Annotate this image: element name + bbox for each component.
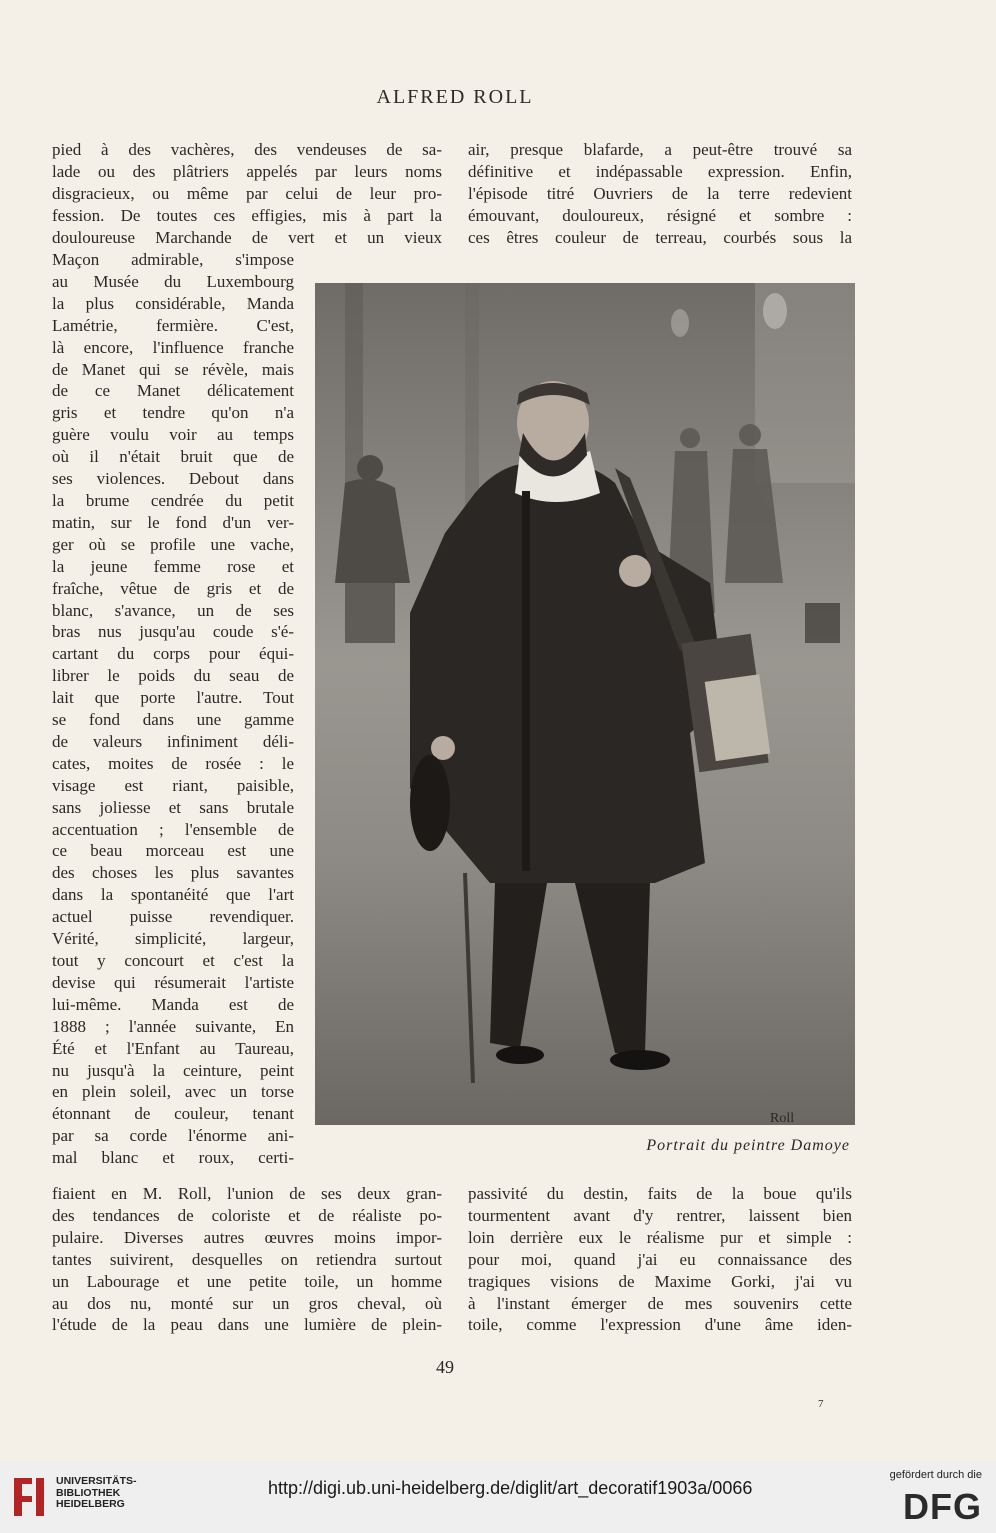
- text-line: des choses les plus savantes: [52, 863, 294, 883]
- right-column-bottom: [468, 1183, 852, 1336]
- text-line: tourmentent avant d'y rentrer, laissent bien: [468, 1205, 852, 1225]
- left-column-narrow: [52, 249, 294, 1169]
- text-line: au Musée du Luxembourg: [52, 271, 294, 291]
- institution-name: [56, 1476, 137, 1511]
- text-line: des tendances de coloriste et de réaliste po-: [52, 1205, 442, 1225]
- text-line: passivité du destin, faits de la boue qu'ils: [468, 1184, 852, 1203]
- text-line: la jeune femme rose et: [52, 556, 294, 576]
- text-line: visage est riant, paisible,: [52, 775, 294, 795]
- text-line: à l'instant émerger de mes souvenirs cette: [468, 1293, 852, 1313]
- left-column-bottom: [52, 1183, 442, 1336]
- text-line: mal blanc et roux, certi-: [52, 1148, 294, 1168]
- text-line: de ce Manet délicatement: [52, 381, 294, 401]
- text-line: ger où se profile une vache,: [52, 534, 294, 554]
- text-line: fiaient en M. Roll, l'union de ses deux gran-: [52, 1184, 442, 1203]
- dfg-logo: DFG: [903, 1486, 982, 1527]
- text-line: blanc, s'avance, un de ses: [52, 600, 294, 620]
- text-line: ses violences. Debout dans: [52, 469, 294, 489]
- text-line: Été et l'Enfant au Taureau,: [52, 1038, 294, 1058]
- text-line: lait que porte l'autre. Tout: [52, 688, 294, 708]
- text-line: de valeurs infiniment déli-: [52, 731, 294, 751]
- institution-line: HEIDELBERG: [56, 1498, 125, 1510]
- text-line: par sa corde l'énorme ani-: [52, 1126, 294, 1146]
- text-line: cates, moites de rosée : le: [52, 753, 294, 773]
- permalink-url[interactable]: http://digi.ub.uni-heidelberg.de/diglit/art_decoratif1903a/0066: [268, 1478, 753, 1498]
- institution-line: UNIVERSITÄTS-: [56, 1475, 137, 1487]
- text-line: ces êtres couleur de terreau, courbés sous la: [468, 227, 852, 247]
- text-line: Lamétrie, fermière. C'est,: [52, 315, 294, 335]
- text-line: étonnant de couleur, tenant: [52, 1104, 294, 1124]
- text-line: la plus considérable, Manda: [52, 293, 294, 313]
- text-line: lui-même. Manda est de: [52, 994, 294, 1014]
- text-line: dans la spontanéité que l'art: [52, 885, 294, 905]
- text-line: émouvant, douloureux, résigné et sombre :: [468, 205, 852, 225]
- street-lamp: [671, 309, 689, 337]
- running-head: ALFRED ROLL: [376, 86, 534, 108]
- text-line: là encore, l'influence franche: [52, 337, 294, 357]
- text-line: tragiques visions de Maxime Gorki, j'ai vu: [468, 1271, 852, 1291]
- text-line: cartant du corps pour équi-: [52, 644, 294, 664]
- text-line: sans joliesse et sans brutale: [52, 797, 294, 817]
- text-line: tantes suivirent, desquelles on retiendra surtout: [52, 1249, 442, 1269]
- text-line: fraîche, vêtue de gris et de: [52, 578, 294, 598]
- portrait-illustration: [315, 283, 855, 1125]
- left-column-top: [52, 139, 442, 249]
- text-line: tout y concourt et c'est la: [52, 951, 294, 970]
- funded-by-label: gefördert durch die: [889, 1469, 982, 1481]
- text-line: fession. De toutes ces effigies, mis à part la: [52, 205, 442, 225]
- text-line: disgracieux, ou même par celui de leur pro-: [52, 183, 442, 203]
- text-line: définitive et indépassable expression. Enfin,: [468, 161, 852, 181]
- text-line: 1888 ; l'année suivante, En: [52, 1016, 294, 1036]
- digitization-footer: [0, 1462, 996, 1533]
- signature-mark: 7: [818, 1398, 824, 1410]
- text-line: matin, sur le fond d'un ver-: [52, 512, 294, 532]
- text-line: pulaire. Diverses autres œuvres moins impor-: [52, 1227, 442, 1247]
- right-column-top: [468, 139, 852, 249]
- portrait-painting: [315, 283, 855, 1125]
- text-line: devise qui résumerait l'artiste: [52, 972, 294, 992]
- text-line: gris et tendre qu'on n'a: [52, 403, 294, 423]
- text-line: pour moi, quand j'ai eu connaissance des: [468, 1249, 852, 1269]
- text-line: loin derrière eux le réalisme pur et simple :: [468, 1227, 852, 1247]
- text-line: se fond dans une gamme: [52, 710, 294, 730]
- text-line: douloureuse Marchande de vert et un vieux: [52, 227, 442, 247]
- text-line: ce beau morceau est une: [52, 841, 294, 861]
- text-line: en plein soleil, avec un torse: [52, 1082, 294, 1102]
- text-line: l'épisode titré Ouvriers de la terre redevient: [468, 183, 852, 203]
- text-line: bras nus jusqu'au coude s'é-: [52, 622, 294, 642]
- text-line: nu jusqu'à la ceinture, peint: [52, 1060, 294, 1080]
- text-line: Maçon admirable, s'impose: [52, 250, 294, 269]
- street-lamp: [763, 293, 787, 329]
- text-line: où il n'était bruit que de: [52, 447, 294, 467]
- text-line: air, presque blafarde, a peut-être trouvé sa: [468, 140, 852, 159]
- page-number: 49: [436, 1357, 454, 1377]
- text-line: librer le poids du seau de: [52, 666, 294, 686]
- painter-signature: Roll: [770, 1111, 795, 1125]
- text-line: toile, comme l'expression d'une âme iden-: [468, 1315, 852, 1335]
- text-line: accentuation ; l'ensemble de: [52, 819, 294, 839]
- text-line: de Manet qui se révèle, mais: [52, 359, 294, 379]
- institution-line: BIBLIOTHEK: [56, 1486, 121, 1499]
- text-line: actuel puisse revendiquer.: [52, 907, 294, 927]
- figure-caption: Portrait du peintre Damoye: [646, 1137, 850, 1154]
- text-line: guère voulu voir au temps: [52, 425, 294, 445]
- university-library-logo-icon: [10, 1472, 48, 1522]
- text-line: lade ou des plâtriers appelés par leurs noms: [52, 161, 442, 181]
- text-line: Vérité, simplicité, largeur,: [52, 929, 294, 949]
- text-line: pied à des vachères, des vendeuses de sa-: [52, 140, 442, 159]
- text-line: la brume cendrée du petit: [52, 490, 294, 510]
- text-line: un Labourage et une petite toile, un homme: [52, 1271, 442, 1291]
- text-line: l'étude de la peau dans une lumière de plein-: [52, 1315, 442, 1335]
- text-line: au dos nu, monté sur un gros cheval, où: [52, 1293, 442, 1313]
